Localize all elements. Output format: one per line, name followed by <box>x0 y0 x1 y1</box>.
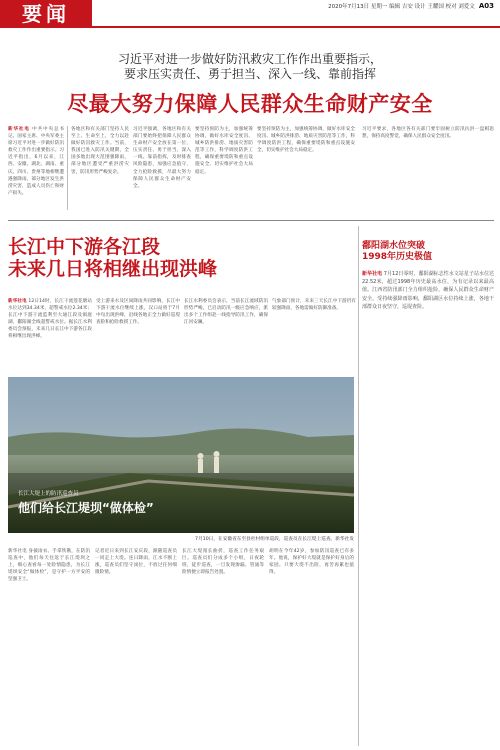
kicker-line-1: 习近平对进一步做好防汛救灾工作作出重要指示， <box>117 52 382 66</box>
page-number: A03 <box>478 2 494 10</box>
story2-column-4: 气象部门预计，未来三天长江中下游仍有较强降雨，各地需做好防御准备。 <box>272 299 356 312</box>
story3-col1-text: 7月12日零时，鄱阳湖标志性水文站星子站水位达22.52米，超过1998年历史最高水位，为有记录以来最高值。江西省防汛部门全力组织抢险，确保人民群众生命财产安全。受持续强降雨影响，鄱阳湖区水位持续上涨，各地干部群众日夜坚守，巡堤查险。 <box>362 271 494 310</box>
story1-column-2: 各地区和有关部门坚持人民至上、生命至上，全力以赴做好防汛救灾工作。当前，我国已进入防汛关键期，全国多地出现大范围强降雨，部分地区遭受严重洪涝灾害，防汛形势严峻复杂。 <box>71 127 129 175</box>
story3-column-1 <box>362 270 494 744</box>
story1-column-5: 要坚持预防为主，加强统筹协调，做好水库安全度汛、城乡防洪排涝、地质灾害防范等工作，科学调度防洪工程，确保重要堤防和重点设施安全，切实维护社会大局稳定。 <box>257 127 355 154</box>
story2-column-3: 长江水利委员会表示，当前长江流域防汛形势严峻，已启动防汛一级应急响应，派出多个工作组赴一线指导防汛工作，确保江河安澜。 <box>184 299 268 326</box>
photo-caption-overlay <box>18 489 318 516</box>
story1-column-4: 要坚持预防为主，加强统筹协调，做好水库安全度汛、城乡防洪排涝、地质灾害防范等工作，科学调度防洪工程，确保重要堤防和重点设施安全，切实维护社会大局稳定。 <box>195 127 253 175</box>
story2-column-1 <box>8 298 92 374</box>
main-headline: 尽最大努力保障人民群众生命财产安全 <box>67 92 433 116</box>
photo-title: 他们给长江堤坝“做体检” <box>18 501 154 515</box>
header-meta-text: 2020年7月13日 星期一 编辑 吉安 设计 王耀国 校对 刘爱文 <box>328 4 475 10</box>
story1-column-3: 习近平强调，各地区和有关部门要始终把保障人民群众生命财产安全放在第一位，压实责任、勇于担当，深入一线、靠前指挥，及时排查风险隐患，加强应急值守，全力抢险救援，尽最大努力保障人民群众生命财产安全。 <box>133 127 191 189</box>
story2-headline-line-1: 长江中下游各江段 <box>8 236 161 258</box>
story2-col1-text: 12日14时，长江干流莲花塘站水位达到34.34米，超警戒水位2.34米；长江中下游干流监利至大通江段及洞庭湖、鄱阳湖全线超警戒水位。据长江水利委员会预报，未来几日长江中下游各江段将相继出现洪峰。 <box>8 299 92 340</box>
story2-headline <box>8 236 328 280</box>
photo-kicker: 长江大堤上的防汛巡查员 <box>18 491 79 497</box>
section-tab: 要闻 <box>0 0 92 28</box>
photo-caption: 7月10日，在安徽省东至县杜村组单巡段，巡查员在长江堤上巡查。新华社发 <box>195 537 354 542</box>
story2-headline-line-2: 未来几日将相继出现洪峰 <box>8 258 218 280</box>
story1-column-6: 习近平要求，各地区各有关部门要牢固树立防汛抗洪一盘棋思想，保持高度警觉，确保人民群众安全度汛。 <box>362 127 494 140</box>
kicker-line-2: 要求压实责任、勇于担当、深入一线、靠前指挥 <box>123 67 376 81</box>
story3-headline-line-2: 1998年历史极值 <box>362 252 433 262</box>
photo-story-column-3: 长江大堤漫长曲折，巡查工作任务艰巨。巡查员们分成多个小组，日夜轮班，徒步巡查，一旦发现渗漏、管涌等险情便立即报告处置。 <box>182 549 264 576</box>
story3-dateline: 新华社电 <box>362 271 383 277</box>
news-photo <box>8 377 354 533</box>
kicker <box>0 52 500 82</box>
sidebar-divider <box>358 226 359 746</box>
header-rule <box>0 26 500 28</box>
story2-column-2: 受上游来水及区间降雨共同影响，长江中下游干流水位继续上涨，汉口站将于7月中旬出现洪峰，沿线各地正全力做好巡堤查险和抢险救援工作。 <box>96 299 180 326</box>
page-header <box>0 0 500 28</box>
story1-column-1 <box>8 126 64 210</box>
story3-headline <box>362 241 494 263</box>
photo-story-column-1: 新华社电 身披雨衣、手拿铁锹，在防汛巡查中，他们每天往返于长江堤坝之上，细心查看每一处险情隐患，为长江堤坝安全“做体检”，是守护一方平安的坚强卫士。 <box>8 549 90 583</box>
story3-headline-line-1: 鄱阳湖水位突破 <box>362 241 426 251</box>
photo-story-column-4: 胡明在今年42岁，参加防汛巡查已有多年。他说，保护好大堤就是保护好身后的家园。只要大堤不出险，再苦再累也值得。 <box>269 549 354 576</box>
section-divider <box>8 220 494 221</box>
photo-story-column-2: 记者近日来到长江安庆段，跟随巡查员一同走上大堤。连日降雨，江水不断上涨，巡查员们坚守岗位，不放过任何细微险情。 <box>95 549 177 576</box>
column-rule <box>67 126 68 210</box>
story1-col1-text: 中共中央总书记、国家主席、中央军委主席习近平对进一步做好防汛救灾工作作出重要指示。习近平指出，6月以来，江西、安徽、湖北、湖南、重庆、四川、贵州等地相继遭遇强降雨，部分地区发生洪涝灾害，造成人员伤亡和财产损失。 <box>8 127 64 196</box>
header-meta <box>328 2 494 10</box>
story2-dateline: 新华社电 <box>8 299 27 304</box>
story1-dateline: 新华社电 <box>8 127 30 132</box>
